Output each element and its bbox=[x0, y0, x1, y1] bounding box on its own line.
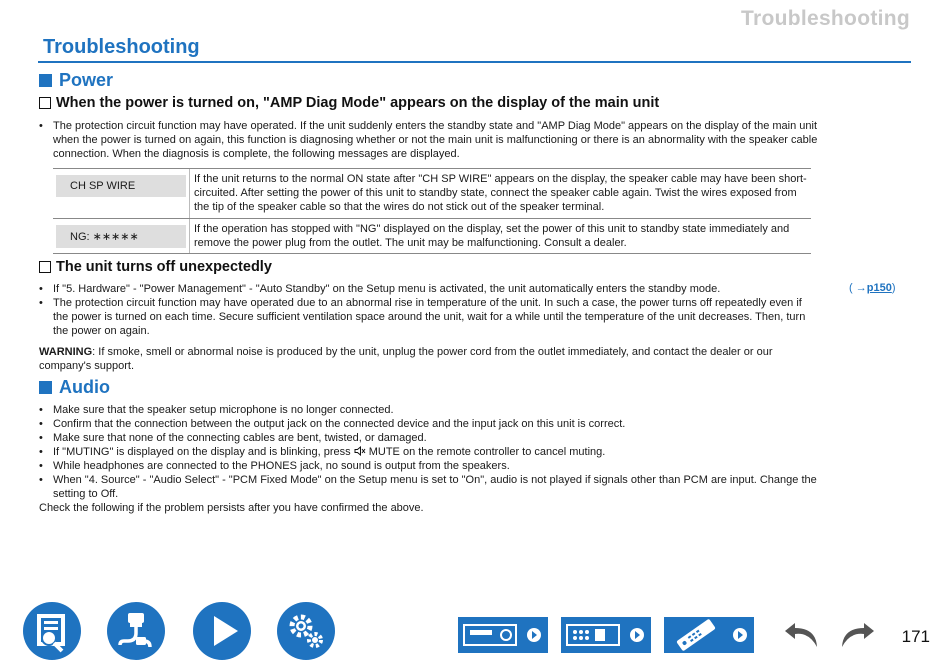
section-heading-audio: Audio bbox=[39, 377, 110, 398]
list-item: • Make sure that none of the connecting cables are bent, twisted, or damaged. bbox=[39, 432, 427, 444]
table-row bbox=[53, 219, 811, 254]
bullet-amp-diag: • The protection circuit function may have operated. If the unit suddenly enters the standby state and "AMP Diag Mode" appears on the display of the main unit when the power is turned on again, this function is diagnosing whether or not the main unit is malfunctioning or there is an abnormality with the speaker cable connection. When the diagnosis is complete, the following messages are displayed. bbox=[39, 120, 818, 161]
table-row bbox=[53, 169, 811, 219]
header-divider bbox=[38, 61, 911, 63]
setup-icon[interactable] bbox=[276, 601, 336, 666]
checkbox-icon bbox=[39, 97, 51, 109]
checkbox-icon bbox=[39, 261, 51, 273]
page-reference: ( →p150) bbox=[849, 282, 896, 294]
page-number: 171 bbox=[901, 627, 930, 646]
message-key: NG: ∗∗∗∗∗ bbox=[56, 225, 186, 248]
playback-icon[interactable] bbox=[192, 601, 252, 666]
message-description: If the unit returns to the normal ON state after "CH SP WIRE" appears on the display, the speaker cable may have been short-circuited. After setting the power of this unit to standby state, connect the speaker cable again. Twist the wires exposed from the tip of the speaker cable so that the wires do not stick out of the speaker terminal. bbox=[194, 173, 807, 214]
footer-note: Check the following if the problem persists after you have confirmed the above. bbox=[39, 502, 424, 514]
back-icon[interactable] bbox=[783, 617, 825, 656]
subheading-turns-off: The unit turns off unexpectedly bbox=[39, 259, 272, 275]
forward-icon[interactable] bbox=[834, 617, 876, 656]
page-link-p150[interactable]: p150 bbox=[866, 282, 892, 294]
list-item: • When "4. Source" - "Audio Select" - "PCM Fixed Mode" on the Setup menu is set to "On", audio is not played if signals other than PCM are input. Change the setting to Off. bbox=[39, 474, 817, 501]
front-panel-icon[interactable] bbox=[458, 617, 548, 658]
mute-icon bbox=[354, 446, 366, 456]
section-square-icon bbox=[39, 74, 52, 87]
subheading-amp-diag: When the power is turned on, "AMP Diag Mode" appears on the display of the main unit bbox=[39, 95, 659, 111]
section-square-icon bbox=[39, 381, 52, 394]
list-item: • Confirm that the connection between the output jack on the connected device and the input jack on this unit is correct. bbox=[39, 418, 626, 430]
running-header-title: Troubleshooting bbox=[741, 7, 910, 30]
list-item: • Make sure that the speaker setup microphone is no longer connected. bbox=[39, 404, 394, 416]
diagnosis-message-table bbox=[53, 168, 811, 254]
rear-panel-icon[interactable] bbox=[561, 617, 651, 658]
connections-icon[interactable] bbox=[106, 601, 166, 666]
message-key: CH SP WIRE bbox=[56, 175, 186, 197]
list-item: • While headphones are connected to the PHONES jack, no sound is output from the speakers. bbox=[39, 460, 510, 472]
message-description: If the operation has stopped with "NG" displayed on the display, set the power of this unit to standby state immediately and remove the power plug from the outlet. The unit may be malfunctioning. Consult a dealer. bbox=[194, 222, 790, 249]
warning-paragraph: WARNING: If smoke, smell or abnormal noise is produced by the unit, unplug the power cord from the outlet immediately, and contact the dealer or our company's support. bbox=[39, 346, 773, 373]
page-title: Troubleshooting bbox=[43, 36, 200, 58]
warning-label: WARNING bbox=[39, 346, 93, 358]
manual-contents-icon[interactable] bbox=[22, 601, 82, 666]
remote-icon[interactable] bbox=[664, 617, 754, 658]
bullet-protection-circuit: • The protection circuit function may have operated due to an abnormal rise in temperature of the unit. In such a case, the power turns off repeatedly even if the power is turned on each time. Secure sufficient ventilation space around the unit, wait for a while until the temperature of the unit decreases. Then, turn the power on again. bbox=[39, 297, 806, 338]
list-item: • If "MUTING" is displayed on the display and is blinking, press MUTE on the remote controller to cancel muting. bbox=[39, 446, 606, 458]
bullet-auto-standby: • If "5. Hardware" - "Power Management" - "Auto Standby" on the Setup menu is activated, the unit automatically enters the standby mode. bbox=[39, 283, 721, 295]
section-heading-power: Power bbox=[39, 70, 113, 91]
